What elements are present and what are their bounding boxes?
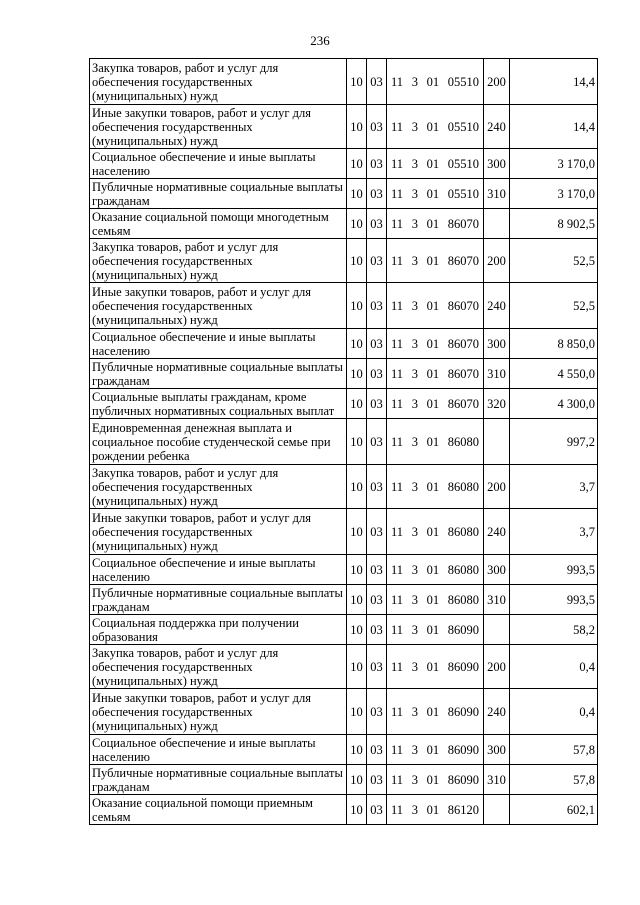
target-code-part: 86070 [447,216,479,231]
target-code-part: 01 [426,802,440,817]
row-section: 10 [347,689,367,735]
row-target-code [387,59,484,105]
row-target-code [387,735,484,765]
row-section: 10 [347,555,367,585]
row-subsection: 03 [367,209,387,239]
row-subsection: 03 [367,329,387,359]
row-expense-type: 200 [484,465,510,509]
table-row [90,149,598,179]
row-subsection: 03 [367,419,387,465]
row-sum: 58,2 [510,615,598,645]
row-subsection: 03 [367,179,387,209]
target-code-part: 01 [426,186,440,201]
row-subsection: 03 [367,615,387,645]
row-target-code [387,389,484,419]
table-row [90,689,598,735]
row-name: Социальное обеспечение и иные выплаты населению [90,329,347,359]
target-code-part: 86080 [447,592,479,607]
target-code-part: 05510 [447,156,479,171]
target-code-part: 11 [391,119,404,134]
row-sum: 8 902,5 [510,209,598,239]
target-code-part: 3 [411,216,418,231]
row-expense-type: 300 [484,555,510,585]
target-code-part: 86070 [447,366,479,381]
target-code-part: 11 [391,704,404,719]
target-code-part: 3 [411,336,418,351]
row-sum: 3,7 [510,509,598,555]
row-subsection: 03 [367,389,387,419]
row-name: Закупка товаров, работ и услуг для обеспечения государственных (муниципальных) нужд [90,239,347,283]
row-expense-type: 300 [484,149,510,179]
target-code-part: 01 [426,562,440,577]
row-target-code [387,585,484,615]
row-section: 10 [347,209,367,239]
table-row [90,465,598,509]
row-expense-type: 240 [484,689,510,735]
row-expense-type: 300 [484,329,510,359]
target-code-part: 11 [391,659,404,674]
row-expense-type: 240 [484,105,510,149]
target-code-part: 01 [426,336,440,351]
row-sum: 8 850,0 [510,329,598,359]
row-section: 10 [347,283,367,329]
target-code-part: 01 [426,216,440,231]
table-row [90,209,598,239]
target-code-part: 3 [411,622,418,637]
row-sum: 997,2 [510,419,598,465]
table-row [90,765,598,795]
target-code-part: 05510 [447,119,479,134]
target-code-part: 86070 [447,253,479,268]
target-code-part: 11 [391,434,404,449]
row-section: 10 [347,585,367,615]
target-code-part: 3 [411,772,418,787]
target-code-part: 3 [411,524,418,539]
row-target-code [387,645,484,689]
row-subsection: 03 [367,359,387,389]
row-section: 10 [347,795,367,825]
row-section: 10 [347,239,367,283]
row-name: Иные закупки товаров, работ и услуг для обеспечения государственных (муниципальных) нужд [90,105,347,149]
row-subsection: 03 [367,283,387,329]
table-row [90,179,598,209]
row-target-code [387,555,484,585]
row-expense-type: 200 [484,239,510,283]
row-name: Публичные нормативные социальные выплаты гражданам [90,585,347,615]
row-target-code [387,329,484,359]
row-name: Публичные нормативные социальные выплаты гражданам [90,359,347,389]
row-subsection: 03 [367,585,387,615]
target-code-part: 01 [426,772,440,787]
row-sum: 52,5 [510,239,598,283]
target-code-part: 01 [426,479,440,494]
row-section: 10 [347,179,367,209]
target-code-part: 01 [426,742,440,757]
target-code-part: 11 [391,216,404,231]
target-code-part: 86070 [447,396,479,411]
row-sum: 993,5 [510,555,598,585]
table-row [90,239,598,283]
row-expense-type: 240 [484,509,510,555]
row-section: 10 [347,645,367,689]
row-subsection: 03 [367,105,387,149]
row-subsection: 03 [367,795,387,825]
budget-table [89,58,598,825]
page-number: 236 [310,33,330,48]
row-sum: 3 170,0 [510,149,598,179]
table-row [90,615,598,645]
row-name: Социальные выплаты гражданам, кроме публичных нормативных социальных выплат [90,389,347,419]
row-name: Социальное обеспечение и иные выплаты населению [90,555,347,585]
row-subsection: 03 [367,465,387,509]
row-section: 10 [347,735,367,765]
target-code-part: 86080 [447,562,479,577]
target-code-part: 86090 [447,659,479,674]
target-code-part: 3 [411,253,418,268]
table-row [90,105,598,149]
row-subsection: 03 [367,735,387,765]
row-target-code [387,615,484,645]
target-code-part: 3 [411,434,418,449]
target-code-part: 01 [426,156,440,171]
row-subsection: 03 [367,645,387,689]
row-expense-type [484,209,510,239]
row-name: Социальное обеспечение и иные выплаты населению [90,149,347,179]
target-code-part: 11 [391,186,404,201]
row-expense-type: 310 [484,359,510,389]
row-target-code [387,149,484,179]
target-code-part: 01 [426,659,440,674]
target-code-part: 86090 [447,742,479,757]
row-sum: 0,4 [510,645,598,689]
row-expense-type: 310 [484,585,510,615]
row-sum: 4 550,0 [510,359,598,389]
row-target-code [387,795,484,825]
target-code-part: 86090 [447,704,479,719]
row-section: 10 [347,149,367,179]
row-subsection: 03 [367,149,387,179]
row-section: 10 [347,105,367,149]
table-row [90,585,598,615]
target-code-part: 01 [426,524,440,539]
row-subsection: 03 [367,509,387,555]
target-code-part: 86070 [447,298,479,313]
table-row [90,283,598,329]
target-code-part: 01 [426,298,440,313]
target-code-part: 11 [391,253,404,268]
row-target-code [387,359,484,389]
target-code-part: 11 [391,742,404,757]
table-row [90,509,598,555]
row-target-code [387,105,484,149]
row-name: Социальная поддержка при получении образования [90,615,347,645]
row-expense-type: 200 [484,645,510,689]
table-row [90,59,598,105]
target-code-part: 86080 [447,524,479,539]
row-section: 10 [347,359,367,389]
table-row [90,359,598,389]
row-sum: 3,7 [510,465,598,509]
row-section: 10 [347,329,367,359]
row-target-code [387,509,484,555]
target-code-part: 05510 [447,74,479,89]
target-code-part: 3 [411,396,418,411]
row-target-code [387,419,484,465]
target-code-part: 86120 [447,802,479,817]
row-name: Публичные нормативные социальные выплаты гражданам [90,765,347,795]
target-code-part: 3 [411,802,418,817]
row-section: 10 [347,509,367,555]
target-code-part: 3 [411,298,418,313]
row-name: Закупка товаров, работ и услуг для обеспечения государственных (муниципальных) нужд [90,59,347,105]
target-code-part: 3 [411,659,418,674]
target-code-part: 01 [426,119,440,134]
target-code-part: 11 [391,396,404,411]
row-name: Иные закупки товаров, работ и услуг для обеспечения государственных (муниципальных) нужд [90,689,347,735]
row-expense-type: 310 [484,179,510,209]
row-target-code [387,283,484,329]
row-subsection: 03 [367,239,387,283]
target-code-part: 3 [411,742,418,757]
target-code-part: 3 [411,704,418,719]
row-target-code [387,765,484,795]
row-name: Иные закупки товаров, работ и услуг для обеспечения государственных (муниципальных) нужд [90,509,347,555]
target-code-part: 86070 [447,336,479,351]
row-target-code [387,239,484,283]
row-subsection: 03 [367,555,387,585]
row-expense-type: 200 [484,59,510,105]
row-sum: 14,4 [510,59,598,105]
target-code-part: 01 [426,622,440,637]
row-name: Публичные нормативные социальные выплаты гражданам [90,179,347,209]
table-row [90,329,598,359]
target-code-part: 3 [411,479,418,494]
target-code-part: 11 [391,366,404,381]
row-name: Закупка товаров, работ и услуг для обеспечения государственных (муниципальных) нужд [90,465,347,509]
row-name: Оказание социальной помощи многодетным семьям [90,209,347,239]
row-section: 10 [347,765,367,795]
target-code-part: 86080 [447,434,479,449]
row-target-code [387,179,484,209]
table-row [90,419,598,465]
target-code-part: 3 [411,186,418,201]
row-section: 10 [347,389,367,419]
row-sum: 57,8 [510,735,598,765]
row-sum: 0,4 [510,689,598,735]
row-section: 10 [347,615,367,645]
row-name: Иные закупки товаров, работ и услуг для обеспечения государственных (муниципальных) нужд [90,283,347,329]
row-sum: 4 300,0 [510,389,598,419]
row-expense-type [484,419,510,465]
target-code-part: 11 [391,592,404,607]
row-target-code [387,689,484,735]
row-expense-type: 300 [484,735,510,765]
target-code-part: 01 [426,434,440,449]
target-code-part: 3 [411,119,418,134]
target-code-part: 11 [391,802,404,817]
target-code-part: 11 [391,524,404,539]
target-code-part: 86090 [447,772,479,787]
row-section: 10 [347,59,367,105]
row-sum: 52,5 [510,283,598,329]
row-sum: 57,8 [510,765,598,795]
row-name: Закупка товаров, работ и услуг для обеспечения государственных (муниципальных) нужд [90,645,347,689]
row-expense-type [484,795,510,825]
target-code-part: 05510 [447,186,479,201]
row-name: Социальное обеспечение и иные выплаты населению [90,735,347,765]
table-row [90,735,598,765]
target-code-part: 01 [426,592,440,607]
row-expense-type: 310 [484,765,510,795]
row-sum: 993,5 [510,585,598,615]
table-row [90,795,598,825]
target-code-part: 01 [426,704,440,719]
target-code-part: 3 [411,562,418,577]
target-code-part: 01 [426,396,440,411]
target-code-part: 3 [411,74,418,89]
target-code-part: 11 [391,772,404,787]
target-code-part: 01 [426,253,440,268]
target-code-part: 01 [426,366,440,381]
row-sum: 602,1 [510,795,598,825]
target-code-part: 3 [411,366,418,381]
row-expense-type: 320 [484,389,510,419]
target-code-part: 11 [391,479,404,494]
target-code-part: 11 [391,562,404,577]
target-code-part: 11 [391,622,404,637]
row-subsection: 03 [367,59,387,105]
row-target-code [387,209,484,239]
row-name: Оказание социальной помощи приемным семьям [90,795,347,825]
target-code-part: 3 [411,592,418,607]
target-code-part: 11 [391,74,404,89]
target-code-part: 11 [391,156,404,171]
table-row [90,555,598,585]
target-code-part: 86080 [447,479,479,494]
row-name: Единовременная денежная выплата и социальное пособие студенческой семье при рождении ребенка [90,419,347,465]
row-sum: 14,4 [510,105,598,149]
row-subsection: 03 [367,689,387,735]
target-code-part: 11 [391,336,404,351]
row-subsection: 03 [367,765,387,795]
row-expense-type [484,615,510,645]
target-code-part: 11 [391,298,404,313]
row-sum: 3 170,0 [510,179,598,209]
row-target-code [387,465,484,509]
row-section: 10 [347,465,367,509]
row-expense-type: 240 [484,283,510,329]
row-section: 10 [347,419,367,465]
table-row [90,389,598,419]
target-code-part: 01 [426,74,440,89]
table-row [90,645,598,689]
target-code-part: 86090 [447,622,479,637]
target-code-part: 3 [411,156,418,171]
